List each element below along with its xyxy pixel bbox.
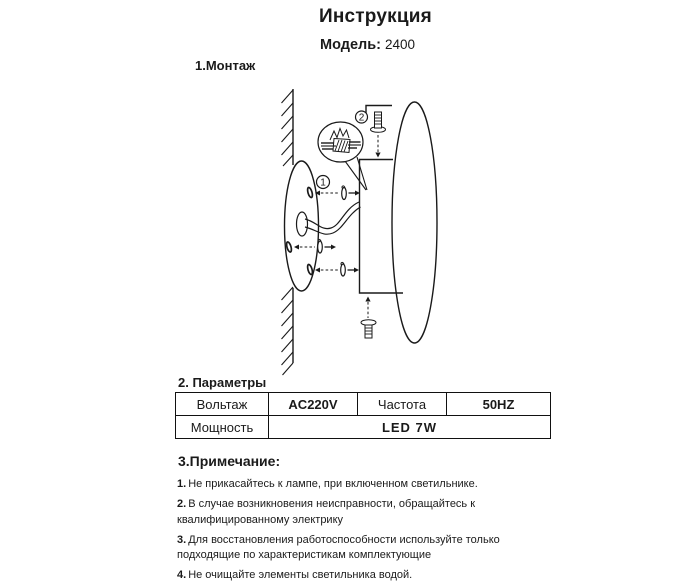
model-value: 2400 (384, 37, 416, 52)
param-voltage-value: AC220V (269, 393, 358, 416)
param-voltage-label: Вольтаж (176, 393, 269, 416)
section-params-heading: 2. Параметры (178, 375, 267, 390)
param-power-label: Мощность (176, 416, 269, 439)
table-row (176, 393, 551, 416)
note-item (177, 497, 559, 528)
cable-hole (297, 212, 308, 236)
bottom-screw (361, 297, 376, 339)
param-frequency-label: Частота (358, 393, 447, 416)
note-number: 3. (177, 533, 187, 546)
note-number: 2. (177, 498, 187, 510)
note-text: Для восстановления работоспособности используйте только подходящие по характеристикам комплектующие (177, 533, 500, 561)
note-text: Не очищайте элементы светильника водой. (188, 569, 413, 581)
mounting-diagram (260, 80, 490, 385)
note-item (177, 477, 559, 493)
model-line (320, 36, 415, 54)
step-2-marker (356, 111, 368, 124)
section-notes-heading: 3.Примечание: (178, 453, 281, 469)
step-1-marker (317, 176, 330, 189)
model-label: Модель: (320, 37, 381, 53)
parameters-table (175, 392, 551, 439)
page-title: Инструкция (319, 6, 432, 27)
note-item (177, 533, 559, 564)
note-number: 1. (177, 478, 187, 490)
table-row (176, 416, 551, 439)
note-text: В случае возникновения неисправности, обращайтесь к квалифицированному электрику (177, 498, 476, 526)
note-number: 4. (177, 569, 187, 581)
param-frequency-value: 50HZ (447, 393, 551, 416)
section-montage-heading: 1.Монтаж (195, 58, 256, 73)
param-power-value: LED 7W (269, 416, 551, 439)
svg-text:1: 1 (320, 177, 326, 189)
top-screw (371, 112, 386, 158)
svg-text:2: 2 (358, 112, 365, 124)
lamp-body (392, 102, 437, 343)
note-text: Не прикасайтесь к лампе, при включенном светильнике. (188, 478, 478, 490)
notes-list (177, 477, 559, 583)
note-item (177, 568, 559, 583)
mounting-plate (285, 161, 319, 291)
